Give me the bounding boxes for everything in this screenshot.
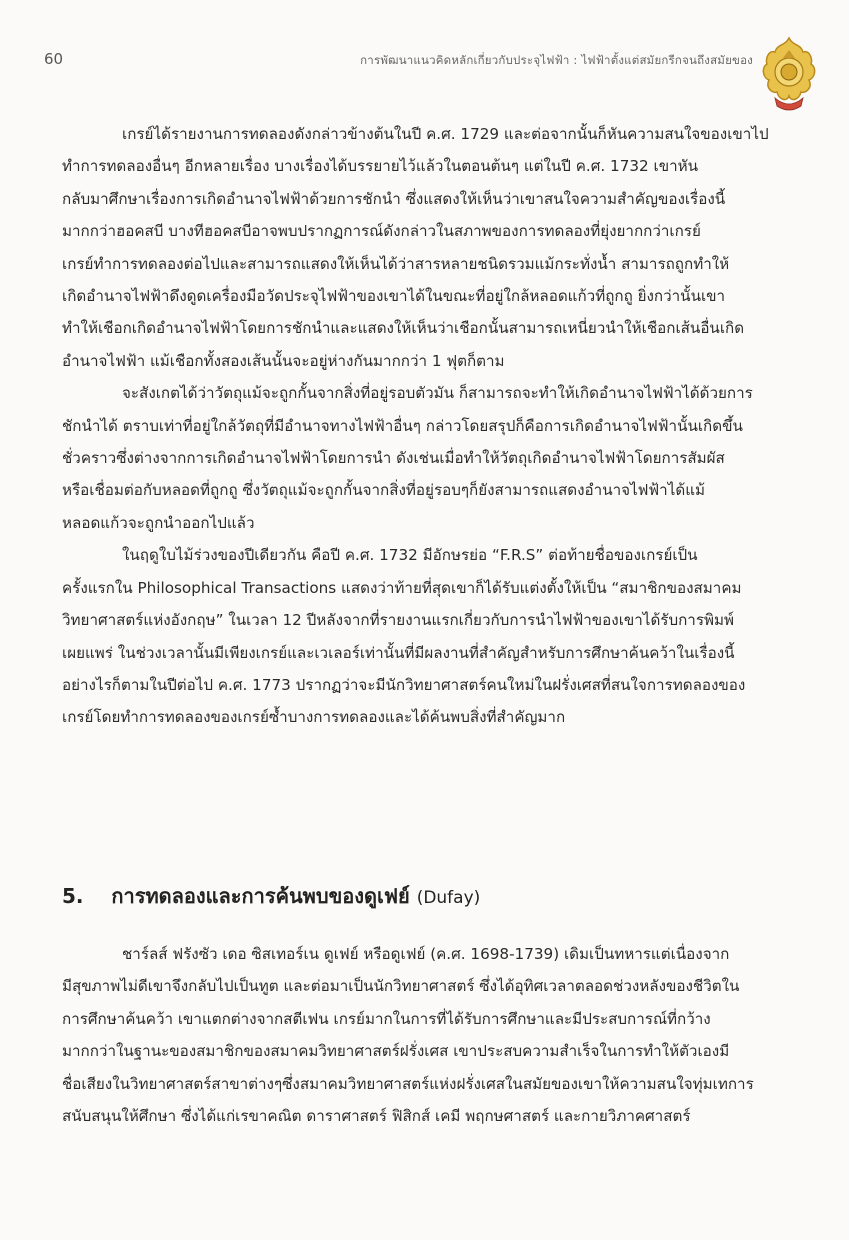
text-line: ครั้งแรกใน Philosophical Transactions แสดงว่าท้ายที่สุดเขาก็ได้รับแต่งตั้งให้เป็น “สมาชิกของสมาคม (62, 578, 742, 597)
text-line: หลอดแก้วจะถูกนำออกไปแล้ว (62, 513, 255, 532)
text-line: จะสังเกตได้ว่าวัตถุแม้จะถูกกั้นจากสิ่งที่อยู่รอบตัวมัน ก็สามารถจะทำให้เกิดอำนาจไฟฟ้าได้ด้วยการ (122, 384, 753, 403)
text-line: ทำการทดลองอื่นๆ อีกหลายเรื่อง บางเรื่องได้บรรยายไว้แล้วในตอนต้นๆ แต่ในปี ค.ศ. 1732 เขาหัน (62, 157, 699, 176)
text-line: มีสุขภาพไม่ดีเขาจึงกลับไปเป็นทูต และต่อมาเป็นนักวิทยาศาสตร์ ซึ่งได้อุทิศเวลาตลอดช่วงหลังของชีวิตใน (62, 977, 740, 996)
section-heading (62, 880, 808, 912)
text-line: เกรย์ได้รายงานการทดลองดังกล่าวข้างต้นในปี ค.ศ. 1729 และต่อจากนั้นก็หันความสนใจของเขาไป (122, 125, 769, 143)
text-line: ชาร์ลส์ ฟรังซัว เดอ ซิสเทอร์เน ดูเฟย์ หรือดูเฟย์ (ค.ศ. 1698-1739) เดิมเป็นทหารแต่เนื่องจาก (122, 945, 730, 963)
text-line: เกรย์โดยทำการทดลองของเกรย์ซ้ำบางการทดลองและได้ค้นพบสิ่งที่สำคัญมาก (62, 708, 566, 727)
text-line: ในฤดูใบไม้ร่วงของปีเดียวกัน คือปี ค.ศ. 1732 มีอักษรย่อ “F.R.S” ต่อท้ายชื่อของเกรย์เป็น (122, 546, 698, 565)
body-text-upper (62, 118, 808, 734)
text-line: หรือเชื่อมต่อกับหลอดที่ถูกถู ซึ่งวัตถุแม้จะถูกกั้นจากสิ่งที่อยู่รอบๆก็ยังสามารถแสดงอำนาจไฟฟ้าได้แม้ (62, 481, 705, 500)
page-header (0, 0, 849, 120)
text-line: ชั่วคราวซึ่งต่างจากการเกิดอำนาจไฟฟ้าโดยการนำ ดังเช่นเมื่อทำให้วัตถุเกิดอำนาจไฟฟ้าโดยการสัมผัส (62, 449, 725, 468)
text-line: ชักนำได้ ตราบเท่าที่อยู่ใกล้วัตถุที่มีอำนาจทางไฟฟ้าอื่นๆ กล่าวโดยสรุปก็คือการเกิดอำนาจไฟฟ้านั้นเกิดขึ้น (62, 416, 743, 435)
paragraph-2 (62, 377, 808, 539)
text-line: วิทยาศาสตร์แห่งอังกฤษ” ในเวลา 12 ปีหลังจากที่รายงานแรกเกี่ยวกับการนำไฟฟ้าของเขาได้รับการพิมพ์ (62, 611, 735, 630)
paragraph-1 (62, 118, 808, 377)
paragraph-3 (62, 539, 808, 733)
text-line: อำนาจไฟฟ้า แม้เชือกทั้งสองเส้นนั้นจะอยู่ห่างกันมากกว่า 1 ฟุตก็ตาม (62, 351, 505, 370)
section-title: การทดลองและการค้นพบของดูเฟย์ (111, 884, 410, 908)
text-line: ทำให้เชือกเกิดอำนาจไฟฟ้าโดยการชักนำและแสดงให้เห็นว่าเชือกนั้นสามารถเหนี่ยวนำให้เชือกเส้นอื่นเกิด (62, 319, 745, 338)
text-line: อย่างไรก็ตามในปีต่อไป ค.ศ. 1773 ปรากฏว่าจะมีนักวิทยาศาสตร์คนใหม่ในฝรั่งเศสที่สนใจการทดลองของ (62, 675, 746, 694)
paragraph-4 (62, 938, 808, 1132)
text-line: มากกว่าในฐานะของสมาชิกของสมาคมวิทยาศาสตร์ฝรั่งเศส เขาประสบความสำเร็จในการทำให้ตัวเองมี (62, 1042, 730, 1061)
text-line: กลับมาศึกษาเรื่องการเกิดอำนาจไฟฟ้าด้วยการชักนำ ซึ่งแสดงให้เห็นว่าเขาสนใจความสำคัญของเรื่องนี้ (62, 189, 726, 208)
body-text-lower (62, 938, 808, 1132)
text-line: มากกว่าฮอคสบี บางทีฮอคสบีอาจพบปรากฏการณ์ดังกล่าวในสภาพของการทดลองที่ยุ่งยากกว่าเกรย์ (62, 222, 701, 241)
text-line: สนับสนุนให้ศึกษา ซึ่งได้แก่เรขาคณิต ดาราศาสตร์ ฟิสิกส์ เคมี พฤกษศาสตร์ และกายวิภาคศาสตร์ (62, 1107, 691, 1126)
page-number: 60 (44, 50, 64, 68)
text-line: เกรย์ทำการทดลองต่อไปและสามารถแสดงให้เห็นได้ว่าสารหลายชนิดรวมแม้กระทั่งน้ำ สามารถถูกทำให้ (62, 254, 730, 273)
section-number: 5. (62, 884, 84, 908)
text-line: การศึกษาค้นคว้า เขาแตกต่างจากสตีเฟน เกรย์มากในการที่ได้รับการศึกษาและมีประสบการณ์ที่กว้าง (62, 1009, 711, 1028)
seal-emblem-icon (757, 36, 821, 116)
section-title-latin: (Dufay) (416, 888, 481, 908)
running-head: การพัฒนาแนวคิดหลักเกี่ยวกับประจุไฟฟ้า : ไฟฟ้าตั้งแต่สมัยกรีกจนถึงสมัยของ (360, 53, 753, 67)
text-line: ชื่อเสียงในวิทยาศาสตร์สาขาต่างๆซึ่งสมาคมวิทยาศาสตร์แห่งฝรั่งเศสในสมัยของเขาให้ความสนใจทุ่มเทการ (62, 1074, 754, 1093)
text-line: เกิดอำนาจไฟฟ้าดึงดูดเครื่องมือวัดประจุไฟฟ้าของเขาได้ในขณะที่อยู่ใกล้หลอดแก้วที่ถูกถู ยิ่งกว่านั้นเขา (62, 287, 726, 306)
text-line: เผยแพร่ ในช่วงเวลานั้นมีเพียงเกรย์และเวเลอร์เท่านั้นที่มีผลงานที่สำคัญสำหรับการศึกษาค้นคว้าในเรื่องนี้ (62, 643, 735, 662)
